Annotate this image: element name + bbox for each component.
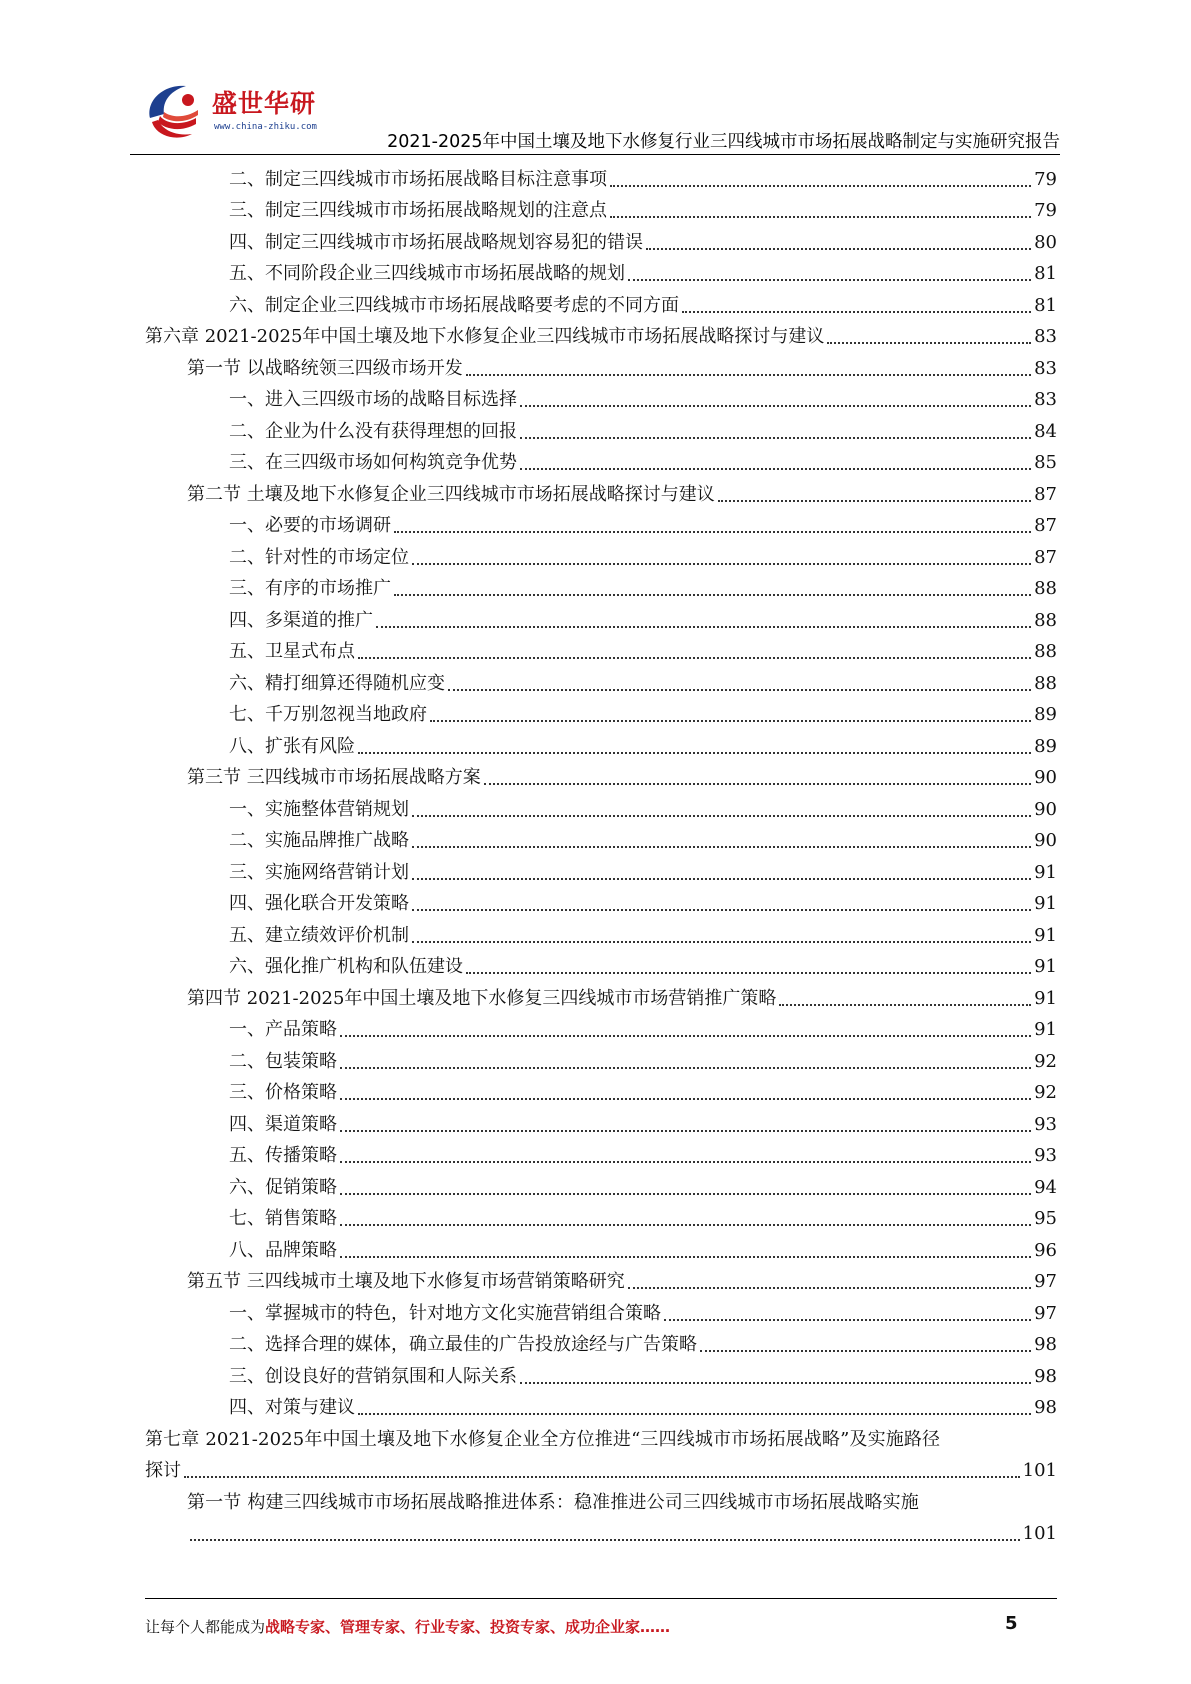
- toc-leader-dots: [358, 657, 1031, 659]
- toc-entry-title: 一、掌握城市的特色，针对地方文化实施营销组合策略: [229, 1302, 661, 1324]
- toc-page-number: 83: [1034, 389, 1057, 410]
- toc-section-entry[interactable]: [145, 979, 1057, 1011]
- toc-entry-title: 七、千万别忽视当地政府: [229, 704, 427, 725]
- toc-subsection-entry[interactable]: [145, 286, 1057, 318]
- toc-entry-title: 五、传播策略: [229, 1145, 337, 1166]
- toc-page-number: 93: [1034, 1145, 1057, 1166]
- toc-leader-dots: [610, 216, 1031, 218]
- page-header: [130, 76, 1060, 156]
- footer-slogan-prefix: 让每个人都能成为: [145, 1618, 266, 1636]
- toc-entry-title: 四、强化联合开发策略: [229, 893, 409, 914]
- table-of-contents: [145, 160, 1057, 1546]
- logo-website-url: www.china-zhiku.com: [214, 122, 317, 132]
- toc-entry-title: 四、制定三四线城市市场拓展战略规划容易犯的错误: [229, 231, 643, 253]
- toc-page-number: 95: [1034, 1208, 1057, 1229]
- toc-page-number: 91: [1034, 956, 1057, 977]
- toc-subsection-entry[interactable]: [145, 1326, 1057, 1358]
- toc-subsection-entry[interactable]: [145, 633, 1057, 665]
- toc-leader-dots: [466, 374, 1031, 376]
- toc-page-number: 90: [1034, 767, 1057, 788]
- toc-leader-dots: [520, 468, 1031, 470]
- toc-page-number: 101: [1022, 1460, 1057, 1481]
- toc-leader-dots: [779, 1004, 1031, 1006]
- toc-leader-dots: [340, 1035, 1031, 1037]
- toc-page-number: 93: [1034, 1113, 1057, 1135]
- toc-subsection-entry[interactable]: [145, 1042, 1057, 1074]
- toc-leader-dots: [412, 563, 1031, 565]
- toc-entry-chapter-7[interactable]: [145, 1420, 1057, 1483]
- toc-entry-title: 三、实施网络营销计划: [229, 861, 409, 883]
- toc-page-number: 87: [1034, 515, 1057, 536]
- toc-leader-dots: [340, 1224, 1031, 1226]
- toc-page-number: 92: [1034, 1082, 1057, 1103]
- toc-leader-dots: [610, 185, 1031, 187]
- toc-subsection-entry[interactable]: [145, 381, 1057, 413]
- toc-subsection-entry[interactable]: [145, 538, 1057, 570]
- toc-leader-dots: [718, 500, 1031, 502]
- toc-page-number: 94: [1034, 1176, 1057, 1198]
- toc-entry-title: 六、制定企业三四线城市市场拓展战略要考虑的不同方面: [229, 294, 679, 316]
- toc-section-entry[interactable]: [145, 759, 1057, 791]
- toc-subsection-entry[interactable]: [145, 1168, 1057, 1200]
- toc-subsection-entry[interactable]: [145, 192, 1057, 224]
- toc-entry-title: 第三节 三四线城市市场拓展战略方案: [187, 767, 481, 788]
- toc-page-number: 84: [1034, 420, 1057, 442]
- toc-leader-dots: [340, 1098, 1031, 1100]
- toc-page-number: 87: [1034, 483, 1057, 505]
- toc-section-entry[interactable]: [145, 349, 1057, 381]
- toc-entry-title: 八、品牌策略: [229, 1239, 337, 1261]
- toc-page-number: 83: [1034, 357, 1057, 379]
- logo-swoosh-icon: [142, 78, 212, 144]
- toc-entry-title: 三、有序的市场推广: [229, 578, 391, 599]
- toc-subsection-entry[interactable]: [145, 601, 1057, 633]
- toc-leader-dots: [376, 626, 1031, 628]
- toc-page-number: 90: [1034, 798, 1057, 820]
- toc-entry-title: 四、渠道策略: [229, 1113, 337, 1135]
- toc-leader-dots: [184, 1476, 1020, 1478]
- toc-subsection-entry[interactable]: [145, 727, 1057, 759]
- toc-page-number: 89: [1034, 735, 1057, 757]
- toc-subsection-entry[interactable]: [145, 1105, 1057, 1137]
- toc-page-number: 98: [1034, 1397, 1057, 1418]
- toc-entry-title: 二、企业为什么没有获得理想的回报: [229, 420, 517, 442]
- toc-leader-dots: [340, 1256, 1031, 1258]
- toc-page-number: 101: [1022, 1523, 1057, 1544]
- toc-entry-title: 二、选择合理的媒体，确立最佳的广告投放途经与广告策略: [229, 1334, 697, 1355]
- toc-entry-title: 一、实施整体营销规划: [229, 798, 409, 820]
- toc-page-number: 91: [1034, 1019, 1057, 1040]
- toc-page-number: 92: [1034, 1050, 1057, 1072]
- toc-leader-dots: [394, 594, 1031, 596]
- toc-entry-title: 六、精打细算还得随机应变: [229, 672, 445, 694]
- toc-subsection-entry[interactable]: [145, 1137, 1057, 1169]
- toc-page-number: 97: [1034, 1302, 1057, 1324]
- toc-entry-title: 一、产品策略: [229, 1019, 337, 1040]
- toc-entry-title: 二、实施品牌推广战略: [229, 830, 409, 851]
- toc-entry-title: 五、建立绩效评价机制: [229, 924, 409, 946]
- toc-leader-dots: [646, 248, 1031, 250]
- logo-brand-name: 盛世华研: [212, 89, 317, 118]
- toc-page-number: 91: [1034, 893, 1057, 914]
- toc-page-number: 88: [1034, 609, 1057, 631]
- toc-entry-line2: [145, 1515, 1057, 1547]
- toc-subsection-entry[interactable]: [145, 570, 1057, 602]
- toc-entry-title: 一、进入三四级市场的战略目标选择: [229, 389, 517, 410]
- toc-subsection-entry[interactable]: [145, 1294, 1057, 1326]
- toc-leader-dots: [628, 1287, 1031, 1289]
- toc-leader-dots: [412, 909, 1031, 911]
- toc-leader-dots: [358, 1413, 1031, 1415]
- toc-page-number: 91: [1034, 861, 1057, 883]
- toc-list: [145, 160, 1057, 1420]
- toc-page-number: 91: [1034, 987, 1057, 1009]
- toc-entry-title: 三、在三四级市场如何构筑竞争优势: [229, 452, 517, 473]
- toc-leader-dots: [412, 846, 1031, 848]
- toc-leader-dots: [340, 1193, 1031, 1195]
- toc-page-number: 88: [1034, 641, 1057, 662]
- toc-leader-dots: [520, 405, 1031, 407]
- toc-entry-title: 第四节 2021-2025年中国土壤及地下水修复三四线城市市场营销推广策略: [187, 987, 777, 1009]
- toc-subsection-entry[interactable]: [145, 444, 1057, 476]
- toc-leader-dots: [664, 1319, 1031, 1321]
- toc-page-number: 98: [1034, 1365, 1057, 1387]
- toc-leader-dots: [466, 972, 1031, 974]
- toc-leader-dots: [340, 1067, 1031, 1069]
- toc-leader-dots: [827, 342, 1031, 344]
- toc-leader-dots: [340, 1161, 1031, 1163]
- company-logo: [142, 78, 342, 144]
- toc-entry-title: 五、卫星式布点: [229, 641, 355, 662]
- toc-entry-title: 七、销售策略: [229, 1208, 337, 1229]
- toc-subsection-entry[interactable]: [145, 160, 1057, 192]
- toc-leader-dots: [340, 1130, 1031, 1132]
- toc-page-number: 87: [1034, 546, 1057, 568]
- toc-leader-dots: [358, 752, 1031, 754]
- toc-subsection-entry[interactable]: [145, 1357, 1057, 1389]
- toc-entry-title: 二、针对性的市场定位: [229, 546, 409, 568]
- toc-subsection-entry[interactable]: [145, 1074, 1057, 1106]
- toc-page-number: 91: [1034, 924, 1057, 946]
- report-title: 2021-2025年中国土壤及地下水修复行业三四线城市市场拓展战略制定与实施研究报告: [387, 132, 1060, 152]
- toc-entry-title: 二、包装策略: [229, 1050, 337, 1072]
- toc-subsection-entry[interactable]: [145, 948, 1057, 980]
- toc-entry-title: 六、促销策略: [229, 1176, 337, 1198]
- toc-subsection-entry[interactable]: [145, 223, 1057, 255]
- toc-entry-title: 三、价格策略: [229, 1082, 337, 1103]
- toc-leader-dots: [412, 941, 1031, 943]
- toc-page-number: 89: [1034, 704, 1057, 725]
- toc-leader-dots: [520, 1382, 1031, 1384]
- toc-leader-dots: [190, 1539, 1020, 1541]
- toc-leader-dots: [520, 437, 1031, 439]
- toc-subsection-entry[interactable]: [145, 822, 1057, 854]
- toc-leader-dots: [682, 311, 1031, 313]
- toc-entry-title: 一、必要的市场调研: [229, 515, 391, 536]
- toc-page-number: 98: [1034, 1334, 1057, 1355]
- toc-leader-dots: [448, 689, 1031, 691]
- toc-subsection-entry[interactable]: [145, 916, 1057, 948]
- toc-subsection-entry[interactable]: [145, 885, 1057, 917]
- toc-subsection-entry[interactable]: [145, 853, 1057, 885]
- toc-section-entry[interactable]: [145, 475, 1057, 507]
- toc-entry-chapter-7-section-1[interactable]: [145, 1483, 1057, 1546]
- toc-page-number: 88: [1034, 578, 1057, 599]
- toc-entry-title: 三、创设良好的营销氛围和人际关系: [229, 1365, 517, 1387]
- toc-subsection-entry[interactable]: [145, 507, 1057, 539]
- toc-entry-title: 第五节 三四线城市土壤及地下水修复市场营销策略研究: [187, 1271, 625, 1292]
- toc-page-number: 79: [1034, 168, 1057, 190]
- toc-entry-title: 三、制定三四线城市市场拓展战略规划的注意点: [229, 200, 607, 221]
- toc-entry-title: 四、对策与建议: [229, 1397, 355, 1418]
- toc-page-number: 79: [1034, 200, 1057, 221]
- toc-leader-dots: [628, 279, 1031, 281]
- toc-leader-dots: [700, 1350, 1031, 1352]
- toc-entry-title: 五、不同阶段企业三四线城市市场拓展战略的规划: [229, 263, 625, 284]
- toc-page-number: 80: [1034, 231, 1057, 253]
- toc-entry-title: 第六章 2021-2025年中国土壤及地下水修复企业三四线城市市场拓展战略探讨与建议: [145, 326, 825, 347]
- toc-entry-title: 第一节 以战略统领三四级市场开发: [187, 357, 463, 379]
- toc-page-number: 96: [1034, 1239, 1057, 1261]
- toc-subsection-entry[interactable]: [145, 1011, 1057, 1043]
- toc-entry-title: 八、扩张有风险: [229, 735, 355, 757]
- toc-subsection-entry[interactable]: [145, 696, 1057, 728]
- toc-section-entry[interactable]: [145, 1263, 1057, 1295]
- toc-page-number: 83: [1034, 326, 1057, 347]
- footer-slogan-highlight: 战略专家、管理专家、行业专家、投资专家、成功企业家……: [265, 1618, 671, 1636]
- toc-subsection-entry[interactable]: [145, 664, 1057, 696]
- toc-entry-line2: [145, 1452, 1057, 1484]
- toc-entry-title-line1: 第一节 构建三四线城市市场拓展战略推进体系：稳准推进公司三四线城市市场拓展战略实施: [187, 1491, 919, 1513]
- toc-leader-dots: [484, 783, 1031, 785]
- toc-page-number: 88: [1034, 672, 1057, 694]
- toc-page-number: 81: [1034, 263, 1057, 284]
- toc-leader-dots: [394, 531, 1031, 533]
- header-divider: [130, 154, 1060, 155]
- toc-subsection-entry[interactable]: [145, 412, 1057, 444]
- toc-entry-title: 四、多渠道的推广: [229, 609, 373, 631]
- toc-leader-dots: [412, 878, 1031, 880]
- toc-entry-title: 二、制定三四线城市市场拓展战略目标注意事项: [229, 168, 607, 190]
- toc-subsection-entry[interactable]: [145, 255, 1057, 287]
- toc-entry-title-line1: 第七章 2021-2025年中国土壤及地下水修复企业全方位推进“三四线城市市场拓展战略”及实施路径: [145, 1428, 941, 1450]
- toc-page-number: 81: [1034, 294, 1057, 316]
- toc-page-number: 97: [1034, 1271, 1057, 1292]
- toc-entry-title: 六、强化推广机构和队伍建设: [229, 956, 463, 977]
- toc-chapter-entry[interactable]: [145, 318, 1057, 350]
- toc-page-number: 90: [1034, 830, 1057, 851]
- page-number: 5: [1005, 1613, 1018, 1634]
- footer-slogan: [145, 1616, 670, 1637]
- toc-leader-dots: [412, 815, 1031, 817]
- footer-divider: [145, 1598, 1057, 1599]
- toc-subsection-entry[interactable]: [145, 1389, 1057, 1421]
- toc-subsection-entry[interactable]: [145, 790, 1057, 822]
- toc-page-number: 85: [1034, 452, 1057, 473]
- toc-entry-title-line2: 探讨: [145, 1460, 181, 1481]
- toc-leader-dots: [430, 720, 1031, 722]
- toc-subsection-entry[interactable]: [145, 1231, 1057, 1263]
- toc-subsection-entry[interactable]: [145, 1200, 1057, 1232]
- toc-entry-title: 第二节 土壤及地下水修复企业三四线城市市场拓展战略探讨与建议: [187, 483, 715, 505]
